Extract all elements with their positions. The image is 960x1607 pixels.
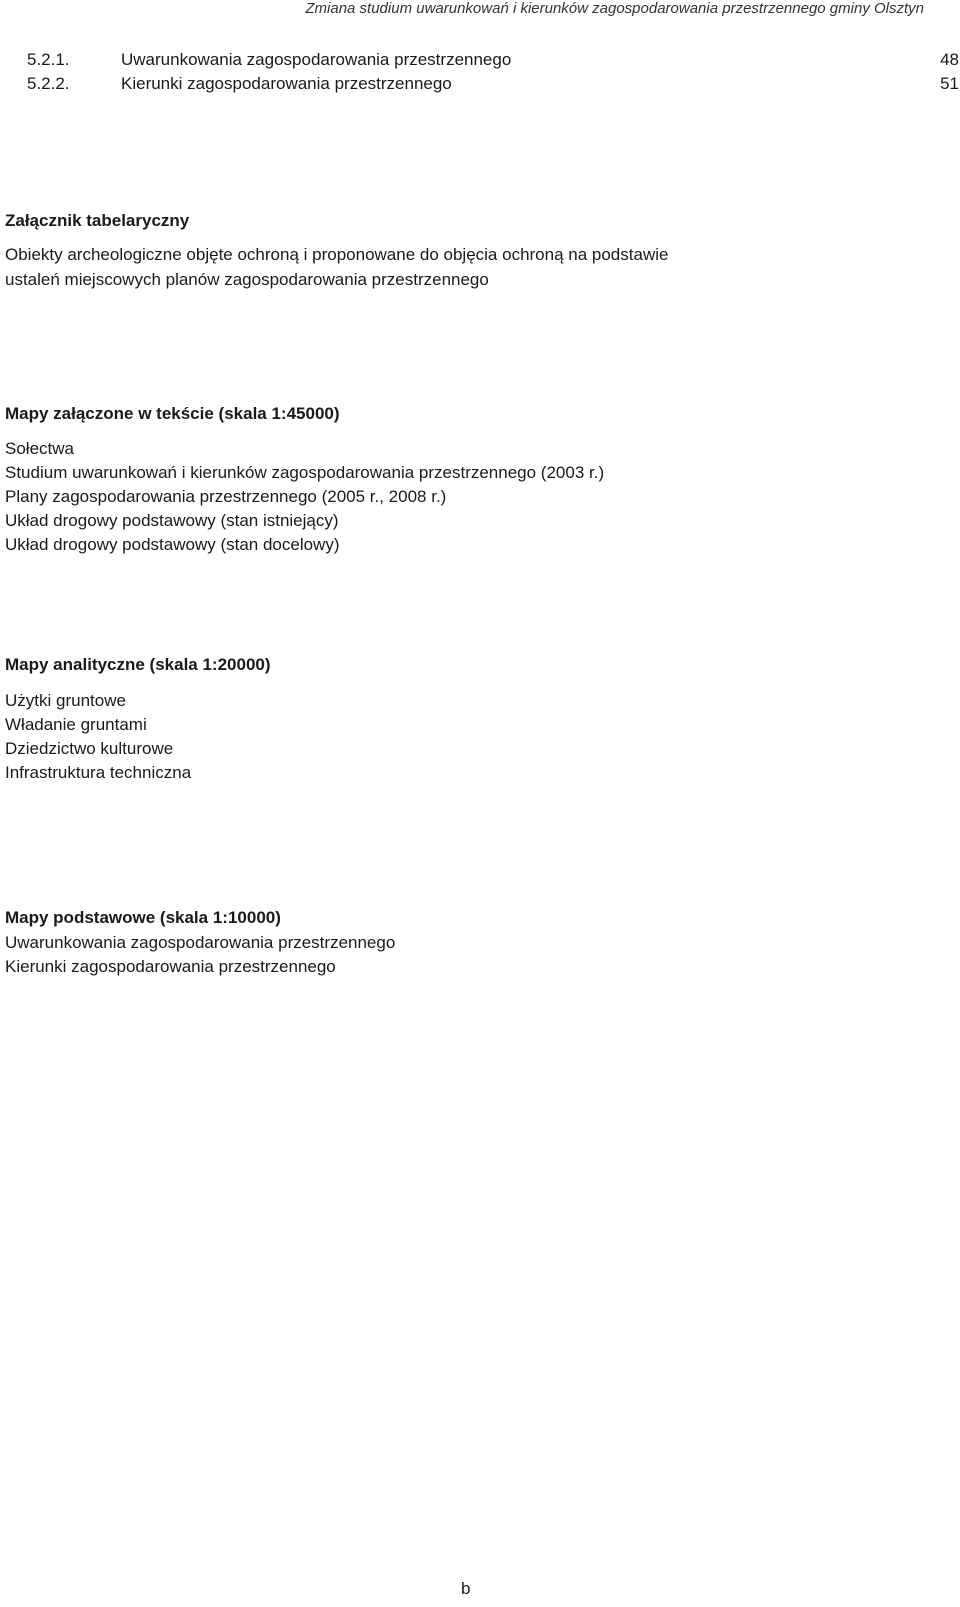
toc-row[interactable] bbox=[27, 73, 959, 95]
list-item: Studium uwarunkowań i kierunków zagospodarowania przestrzennego (2003 r.) bbox=[5, 463, 605, 482]
toc-page-number: 48 bbox=[940, 50, 959, 69]
analytical-maps-heading: Mapy analityczne (skala 1:20000) bbox=[5, 655, 271, 674]
list-item: Infrastruktura techniczna bbox=[5, 763, 192, 782]
page-marker: b bbox=[461, 1579, 471, 1598]
maps-in-text-heading: Mapy załączone w tekście (skala 1:45000) bbox=[5, 404, 340, 423]
list-item: Układ drogowy podstawowy (stan istniejący) bbox=[5, 511, 339, 530]
appendix-description bbox=[5, 242, 668, 292]
toc-number: 5.2.2. bbox=[27, 74, 70, 93]
appendix-heading: Załącznik tabelaryczny bbox=[5, 211, 190, 230]
list-item: Dziedzictwo kulturowe bbox=[5, 739, 174, 758]
base-maps-heading: Mapy podstawowe (skala 1:10000) bbox=[5, 908, 281, 927]
list-item: Plany zagospodarowania przestrzennego (2005 r., 2008 r.) bbox=[5, 487, 447, 506]
toc-row[interactable] bbox=[27, 49, 959, 71]
toc-title: Kierunki zagospodarowania przestrzennego bbox=[121, 74, 452, 93]
list-item: Kierunki zagospodarowania przestrzennego bbox=[5, 957, 336, 976]
running-header: Zmiana studium uwarunkowań i kierunków zagospodarowania przestrzennego gminy Olsztyn bbox=[305, 0, 924, 17]
toc-number: 5.2.1. bbox=[27, 50, 70, 69]
list-item: Uwarunkowania zagospodarowania przestrzennego bbox=[5, 933, 396, 952]
toc-title: Uwarunkowania zagospodarowania przestrzennego bbox=[121, 50, 512, 69]
list-item: Sołectwa bbox=[5, 439, 74, 458]
list-item: Władanie gruntami bbox=[5, 715, 147, 734]
analytical-maps-list bbox=[5, 689, 191, 785]
list-item: Układ drogowy podstawowy (stan docelowy) bbox=[5, 535, 340, 554]
base-maps-list bbox=[5, 931, 395, 979]
appendix-description-line: ustaleń miejscowych planów zagospodarowania przestrzennego bbox=[5, 270, 489, 289]
maps-in-text-list bbox=[5, 437, 604, 557]
toc-page-number: 51 bbox=[940, 74, 959, 93]
appendix-description-line: Obiekty archeologiczne objęte ochroną i proponowane do objęcia ochroną na podstawie bbox=[5, 245, 669, 264]
list-item: Użytki gruntowe bbox=[5, 691, 126, 710]
